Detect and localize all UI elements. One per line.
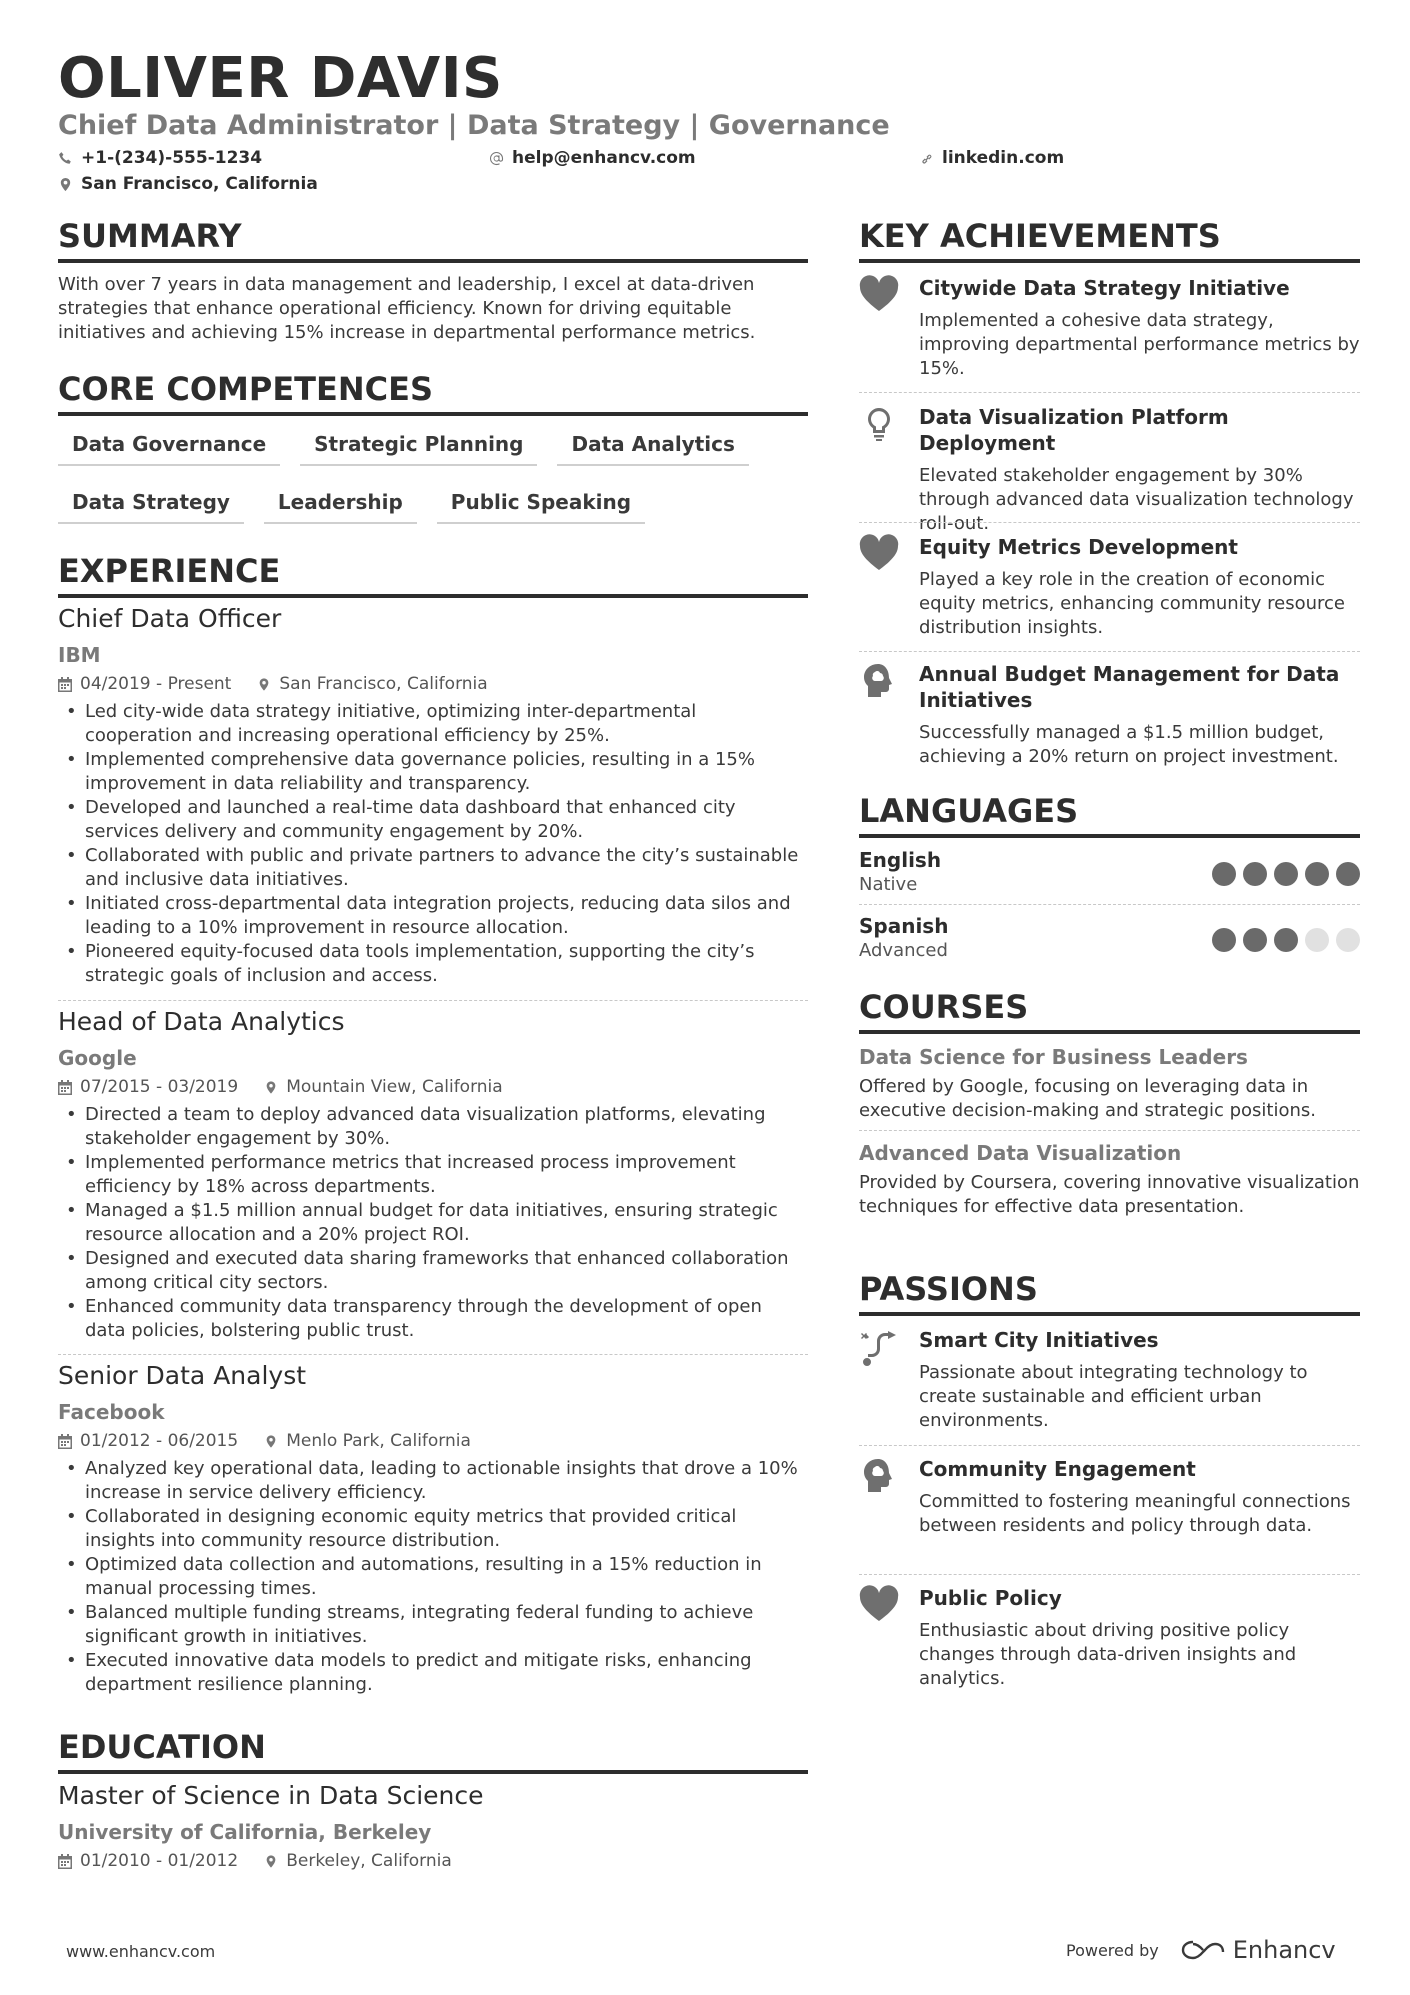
job-title: Head of Data Analytics: [58, 1007, 345, 1036]
heart-icon: [859, 275, 899, 315]
website-contact[interactable]: [919, 148, 1064, 168]
job-bullet: • Directed a team to deploy advanced data visualization platforms, elevating stakeholder engagement by 30%.: [58, 1103, 808, 1151]
competence-tag: Public Speaking: [437, 486, 645, 524]
candidate-title: Chief Data Administrator | Data Strategy | Governance: [58, 110, 890, 141]
job-entry: [58, 604, 808, 988]
passions-heading: PASSIONS: [859, 1270, 1360, 1316]
lightbulb-icon: [859, 404, 899, 444]
job-bullet: • Balanced multiple funding streams, integrating federal funding to achieve significant growth in initiatives.: [58, 1601, 808, 1649]
enhancv-logo-icon: [1181, 1938, 1227, 1962]
language-divider: [859, 904, 1360, 905]
passion-desc: Committed to fostering meaningful connections between residents and policy through data.: [919, 1491, 1351, 1536]
calendar-icon: [58, 1854, 72, 1869]
route-icon: [859, 1327, 899, 1367]
job-bullet: • Initiated cross-departmental data integration projects, reducing data silos and leading to a 10% improvement in resource allocation.: [58, 892, 808, 940]
job-bullet: • Optimized data collection and automations, resulting in a 15% reduction in manual processing times.: [58, 1553, 808, 1601]
job-bullet: • Managed a $1.5 million annual budget for data initiatives, ensuring strategic resource allocation and a 20% project ROI.: [58, 1199, 808, 1247]
brand-name: Enhancv: [1232, 1936, 1336, 1964]
summary-heading: SUMMARY: [58, 217, 808, 263]
location-contact: [58, 174, 318, 194]
job-bullet: • Enhanced community data transparency through the development of open data policies, bolstering public trust.: [58, 1295, 808, 1343]
job-bullets: [58, 1103, 808, 1343]
job-dates-text: 07/2015 - 03/2019: [80, 1077, 239, 1097]
competence-tag: Data Analytics: [557, 428, 748, 466]
education-location-text: Berkeley, California: [286, 1851, 452, 1871]
course-title: Data Science for Business Leaders: [859, 1045, 1248, 1069]
competences-heading: CORE COMPETENCES: [58, 370, 808, 416]
language-rating: [1212, 862, 1360, 886]
head-icon: [859, 1456, 899, 1496]
location-pin-icon: [257, 677, 271, 692]
candidate-name: OLIVER DAVIS: [58, 46, 503, 111]
job-company: Facebook: [58, 1400, 165, 1424]
achievement-desc: Elevated stakeholder engagement by 30% through advanced data visualization technology roll-out.: [919, 465, 1354, 534]
powered-by-label: Powered by: [1066, 1940, 1159, 1960]
job-entry: [58, 1361, 808, 1697]
website-text[interactable]: linkedin.com: [942, 148, 1065, 168]
achievement-title: Data Visualization Platform Deployment: [919, 405, 1229, 455]
competence-tag: Strategic Planning: [300, 428, 537, 466]
job-bullet: • Implemented performance metrics that increased process improvement efficiency by 18% across departments.: [58, 1151, 808, 1199]
job-company: Google: [58, 1046, 137, 1070]
education-dates-text: 01/2010 - 01/2012: [80, 1851, 239, 1871]
heart-icon: [859, 534, 899, 574]
rating-dot-empty: [1336, 928, 1360, 952]
education-heading: EDUCATION: [58, 1728, 808, 1774]
education-dates: [58, 1851, 238, 1871]
job-bullet: • Executed innovative data models to predict and mitigate risks, enhancing department resilience planning.: [58, 1649, 808, 1697]
achievements-heading: KEY ACHIEVEMENTS: [859, 217, 1360, 263]
job-location-text: Menlo Park, California: [286, 1431, 471, 1451]
rating-dot-filled: [1336, 862, 1360, 886]
brand-logo[interactable]: [1181, 1936, 1336, 1964]
school: University of California, Berkeley: [58, 1820, 432, 1844]
job-dates: [58, 1431, 238, 1451]
passion-item: [859, 1327, 1360, 1433]
job-title: Senior Data Analyst: [58, 1361, 307, 1390]
location-pin-icon: [264, 1434, 278, 1449]
footer-website[interactable]: www.enhancv.com: [66, 1942, 216, 1961]
calendar-icon: [58, 1434, 72, 1449]
course-desc: Offered by Google, focusing on leveraging data in executive decision-making and strategic positions.: [859, 1076, 1317, 1121]
passion-divider: [859, 1445, 1360, 1446]
job-meta: [58, 674, 808, 694]
achievement-item: [859, 275, 1360, 381]
phone-text: +1-(234)-555-1234: [81, 148, 263, 168]
job-dates-text: 04/2019 - Present: [80, 674, 232, 694]
languages-heading: LANGUAGES: [859, 792, 1360, 838]
language-level: Native: [859, 874, 918, 895]
language-item: [859, 914, 1360, 961]
heart-icon: [859, 1585, 899, 1625]
link-icon: [919, 151, 934, 166]
job-location: [264, 1431, 471, 1451]
job-bullet: • Developed and launched a real-time data dashboard that enhanced city services delivery and community engagement by 20%.: [58, 796, 808, 844]
rating-dot-filled: [1243, 928, 1267, 952]
passion-divider: [859, 1574, 1360, 1575]
achievement-title: Citywide Data Strategy Initiative: [919, 276, 1290, 300]
achievement-desc: Implemented a cohesive data strategy, improving departmental performance metrics by 15%.: [919, 310, 1360, 379]
job-dates: [58, 1077, 238, 1097]
rating-dot-filled: [1274, 862, 1298, 886]
course-divider: [859, 1130, 1360, 1131]
job-divider: [58, 1354, 808, 1355]
passion-title: Public Policy: [919, 1586, 1062, 1610]
competence-tag: Leadership: [264, 486, 417, 524]
job-meta: [58, 1077, 808, 1097]
job-location: [257, 674, 487, 694]
achievement-divider: [859, 651, 1360, 652]
job-bullet: • Implemented comprehensive data governance policies, resulting in a 15% improvement in data reliability and transparency.: [58, 748, 808, 796]
passion-title: Community Engagement: [919, 1457, 1196, 1481]
calendar-icon: [58, 677, 72, 692]
job-entry: [58, 1007, 808, 1343]
job-bullet: • Collaborated with public and private partners to advance the city’s sustainable and inclusive data initiatives.: [58, 844, 808, 892]
competence-tag: Data Governance: [58, 428, 280, 466]
passion-desc: Enthusiastic about driving positive policy changes through data-driven insights and analytics.: [919, 1620, 1297, 1689]
rating-dot-filled: [1305, 862, 1329, 886]
job-location: [264, 1077, 502, 1097]
job-bullet: • Collaborated in designing economic equity metrics that provided critical insights into community resource distribution.: [58, 1505, 808, 1553]
competences-list: [58, 428, 808, 524]
summary-text: With over 7 years in data management and leadership, I excel at data-driven strategies that enhance operational efficiency. Known for driving equitable initiatives and achieving 15% increase in departmental performance metrics.: [58, 274, 756, 343]
course-item: [859, 1045, 1360, 1123]
email-contact[interactable]: [489, 148, 696, 168]
job-bullet: • Led city-wide data strategy initiative, optimizing inter-departmental cooperation and increasing operational efficiency by 25%.: [58, 700, 808, 748]
language-name: English: [859, 848, 942, 872]
achievement-item: [859, 534, 1360, 640]
rating-dot-filled: [1212, 928, 1236, 952]
job-divider: [58, 1000, 808, 1001]
head-icon: [859, 661, 899, 701]
achievement-desc: Played a key role in the creation of economic equity metrics, enhancing community resource distribution insights.: [919, 569, 1345, 638]
competence-tag: Data Strategy: [58, 486, 244, 524]
courses-heading: COURSES: [859, 988, 1360, 1034]
rating-dot-filled: [1212, 862, 1236, 886]
job-bullet: • Pioneered equity-focused data tools implementation, supporting the city’s strategic goals of inclusion and access.: [58, 940, 808, 988]
achievement-title: Equity Metrics Development: [919, 535, 1238, 559]
education-entry: [58, 1781, 808, 1871]
rating-dot-empty: [1305, 928, 1329, 952]
language-name: Spanish: [859, 914, 949, 938]
location-pin-icon: [264, 1854, 278, 1869]
education-meta: [58, 1851, 808, 1871]
achievement-item: [859, 661, 1360, 769]
rating-dot-filled: [1243, 862, 1267, 886]
passion-title: Smart City Initiatives: [919, 1328, 1159, 1352]
course-title: Advanced Data Visualization: [859, 1141, 1182, 1165]
calendar-icon: [58, 1080, 72, 1095]
achievement-desc: Successfully managed a $1.5 million budget, achieving a 20% return on project investment.: [919, 722, 1339, 767]
experience-heading: EXPERIENCE: [58, 552, 808, 598]
language-rating: [1212, 928, 1360, 952]
achievement-divider: [859, 522, 1360, 523]
language-item: [859, 848, 1360, 895]
achievement-divider: [859, 392, 1360, 393]
achievement-title: Annual Budget Management for Data Initiatives: [919, 662, 1340, 712]
job-dates: [58, 674, 231, 694]
degree: Master of Science in Data Science: [58, 1781, 484, 1810]
language-level: Advanced: [859, 940, 948, 961]
course-desc: Provided by Coursera, covering innovative visualization techniques for effective data presentation.: [859, 1172, 1360, 1217]
passion-desc: Passionate about integrating technology to create sustainable and efficient urban environments.: [919, 1362, 1308, 1431]
job-company: IBM: [58, 643, 101, 667]
job-bullet: • Designed and executed data sharing frameworks that enhanced collaboration among critical city sectors.: [58, 1247, 808, 1295]
job-dates-text: 01/2012 - 06/2015: [80, 1431, 239, 1451]
course-item: [859, 1141, 1360, 1219]
phone-icon: [58, 151, 73, 166]
rating-dot-filled: [1274, 928, 1298, 952]
location-text: San Francisco, California: [81, 174, 318, 194]
achievement-item: [859, 404, 1360, 536]
email-text[interactable]: help@enhancv.com: [512, 148, 696, 168]
job-bullet: • Analyzed key operational data, leading to actionable insights that drove a 10% increase in service delivery efficiency.: [58, 1457, 808, 1505]
phone-contact: [58, 148, 262, 168]
passion-item: [859, 1585, 1360, 1691]
at-icon: [489, 151, 504, 166]
job-bullets: [58, 700, 808, 988]
location-pin-icon: [58, 177, 73, 192]
footer-branding: [1066, 1936, 1336, 1964]
job-location-text: San Francisco, California: [279, 674, 488, 694]
job-bullets: [58, 1457, 808, 1697]
passion-item: [859, 1456, 1360, 1538]
job-meta: [58, 1431, 808, 1451]
job-title: Chief Data Officer: [58, 604, 282, 633]
location-pin-icon: [264, 1080, 278, 1095]
job-location-text: Mountain View, California: [286, 1077, 503, 1097]
education-location: [264, 1851, 452, 1871]
